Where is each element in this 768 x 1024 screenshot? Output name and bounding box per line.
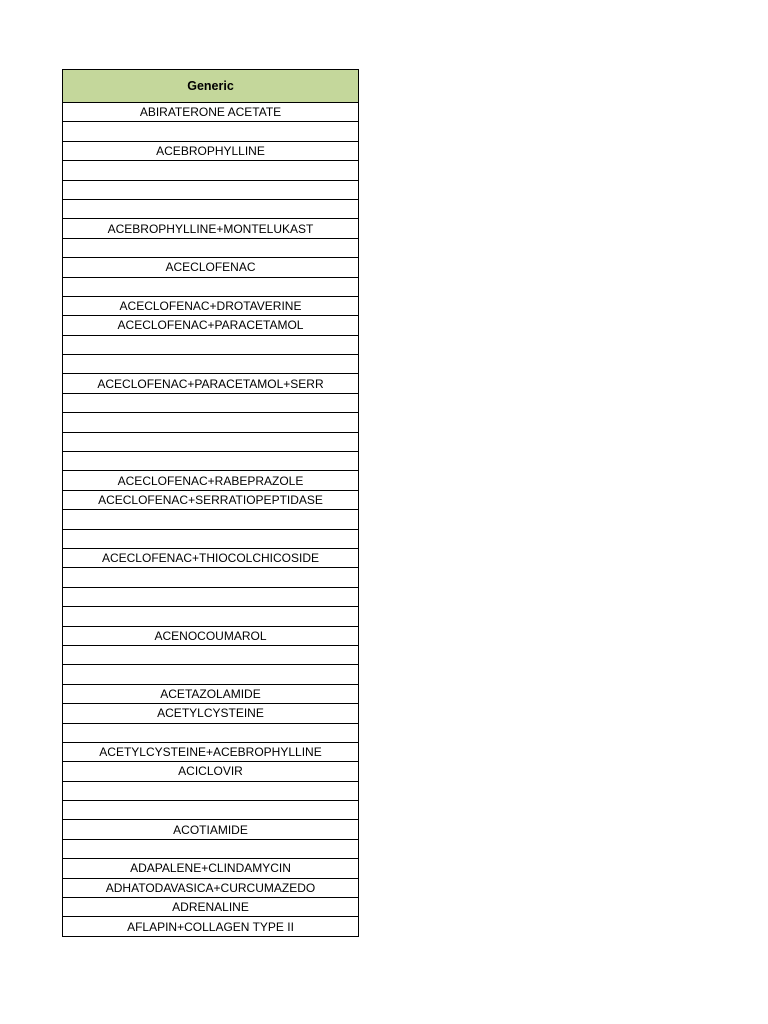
table-row <box>63 742 359 761</box>
generic-cell: ACENOCOUMAROL <box>63 626 359 645</box>
table-row <box>63 258 359 277</box>
generic-cell <box>63 607 359 626</box>
table-row <box>63 898 359 917</box>
header-row <box>63 70 359 103</box>
table-row <box>63 490 359 509</box>
table-row <box>63 529 359 548</box>
generic-cell <box>63 161 359 180</box>
table-row <box>63 917 359 936</box>
generic-cell: ACECLOFENAC+SERRATIOPEPTIDASE <box>63 490 359 509</box>
table-row <box>63 820 359 839</box>
generic-cell <box>63 199 359 218</box>
table-row <box>63 238 359 257</box>
generic-cell: ADHATODAVASICA+CURCUMAZEDO <box>63 878 359 897</box>
table-row <box>63 801 359 820</box>
generic-cell: ACECLOFENAC+PARACETAMOL+SERR <box>63 374 359 393</box>
table-row <box>63 607 359 626</box>
generic-cell <box>63 510 359 529</box>
table-row <box>63 277 359 296</box>
generic-cell <box>63 839 359 858</box>
generic-cell <box>63 122 359 141</box>
table-body <box>63 103 359 937</box>
table-row <box>63 296 359 315</box>
table-row <box>63 316 359 335</box>
generic-cell <box>63 335 359 354</box>
table-row <box>63 355 359 374</box>
table-row <box>63 781 359 800</box>
generic-table <box>62 69 359 937</box>
table-row <box>63 839 359 858</box>
generic-cell: ACICLOVIR <box>63 762 359 781</box>
table-row <box>63 180 359 199</box>
generic-cell <box>63 665 359 684</box>
table-row <box>63 199 359 218</box>
table-row <box>63 413 359 432</box>
generic-cell: ACETYLCYSTEINE <box>63 704 359 723</box>
generic-cell: ACECLOFENAC <box>63 258 359 277</box>
generic-cell <box>63 723 359 742</box>
column-header-generic: Generic <box>63 70 359 103</box>
generic-cell <box>63 587 359 606</box>
table-row <box>63 122 359 141</box>
table-row <box>63 548 359 567</box>
generic-cell <box>63 277 359 296</box>
generic-cell <box>63 801 359 820</box>
table-row <box>63 432 359 451</box>
generic-cell <box>63 529 359 548</box>
table-row <box>63 665 359 684</box>
table-row <box>63 878 359 897</box>
generic-cell <box>63 568 359 587</box>
table-row <box>63 684 359 703</box>
generic-cell <box>63 238 359 257</box>
generic-cell: ACECLOFENAC+THIOCOLCHICOSIDE <box>63 548 359 567</box>
table-row <box>63 568 359 587</box>
table-row <box>63 626 359 645</box>
generic-cell <box>63 452 359 471</box>
generic-cell: ACETYLCYSTEINE+ACEBROPHYLLINE <box>63 742 359 761</box>
generic-cell: ACECLOFENAC+RABEPRAZOLE <box>63 471 359 490</box>
generic-cell <box>63 180 359 199</box>
table-row <box>63 471 359 490</box>
spreadsheet-page <box>62 69 359 937</box>
table-row <box>63 335 359 354</box>
generic-cell: AFLAPIN+COLLAGEN TYPE II <box>63 917 359 936</box>
table-row <box>63 103 359 122</box>
table-row <box>63 219 359 238</box>
table-row <box>63 859 359 878</box>
generic-cell <box>63 781 359 800</box>
table-row <box>63 510 359 529</box>
generic-cell <box>63 393 359 412</box>
table-row <box>63 141 359 160</box>
generic-cell <box>63 645 359 664</box>
generic-cell: ACETAZOLAMIDE <box>63 684 359 703</box>
table-row <box>63 762 359 781</box>
generic-cell: ADRENALINE <box>63 898 359 917</box>
generic-cell <box>63 355 359 374</box>
generic-cell: ACOTIAMIDE <box>63 820 359 839</box>
table-row <box>63 704 359 723</box>
generic-cell: ABIRATERONE ACETATE <box>63 103 359 122</box>
table-row <box>63 374 359 393</box>
generic-cell: ACEBROPHYLLINE+MONTELUKAST <box>63 219 359 238</box>
generic-cell <box>63 432 359 451</box>
table-row <box>63 161 359 180</box>
table-row <box>63 645 359 664</box>
table-row <box>63 723 359 742</box>
generic-cell: ACECLOFENAC+DROTAVERINE <box>63 296 359 315</box>
generic-cell: ACECLOFENAC+PARACETAMOL <box>63 316 359 335</box>
generic-cell <box>63 413 359 432</box>
table-row <box>63 587 359 606</box>
table-row <box>63 452 359 471</box>
table-row <box>63 393 359 412</box>
generic-cell: ACEBROPHYLLINE <box>63 141 359 160</box>
generic-cell: ADAPALENE+CLINDAMYCIN <box>63 859 359 878</box>
